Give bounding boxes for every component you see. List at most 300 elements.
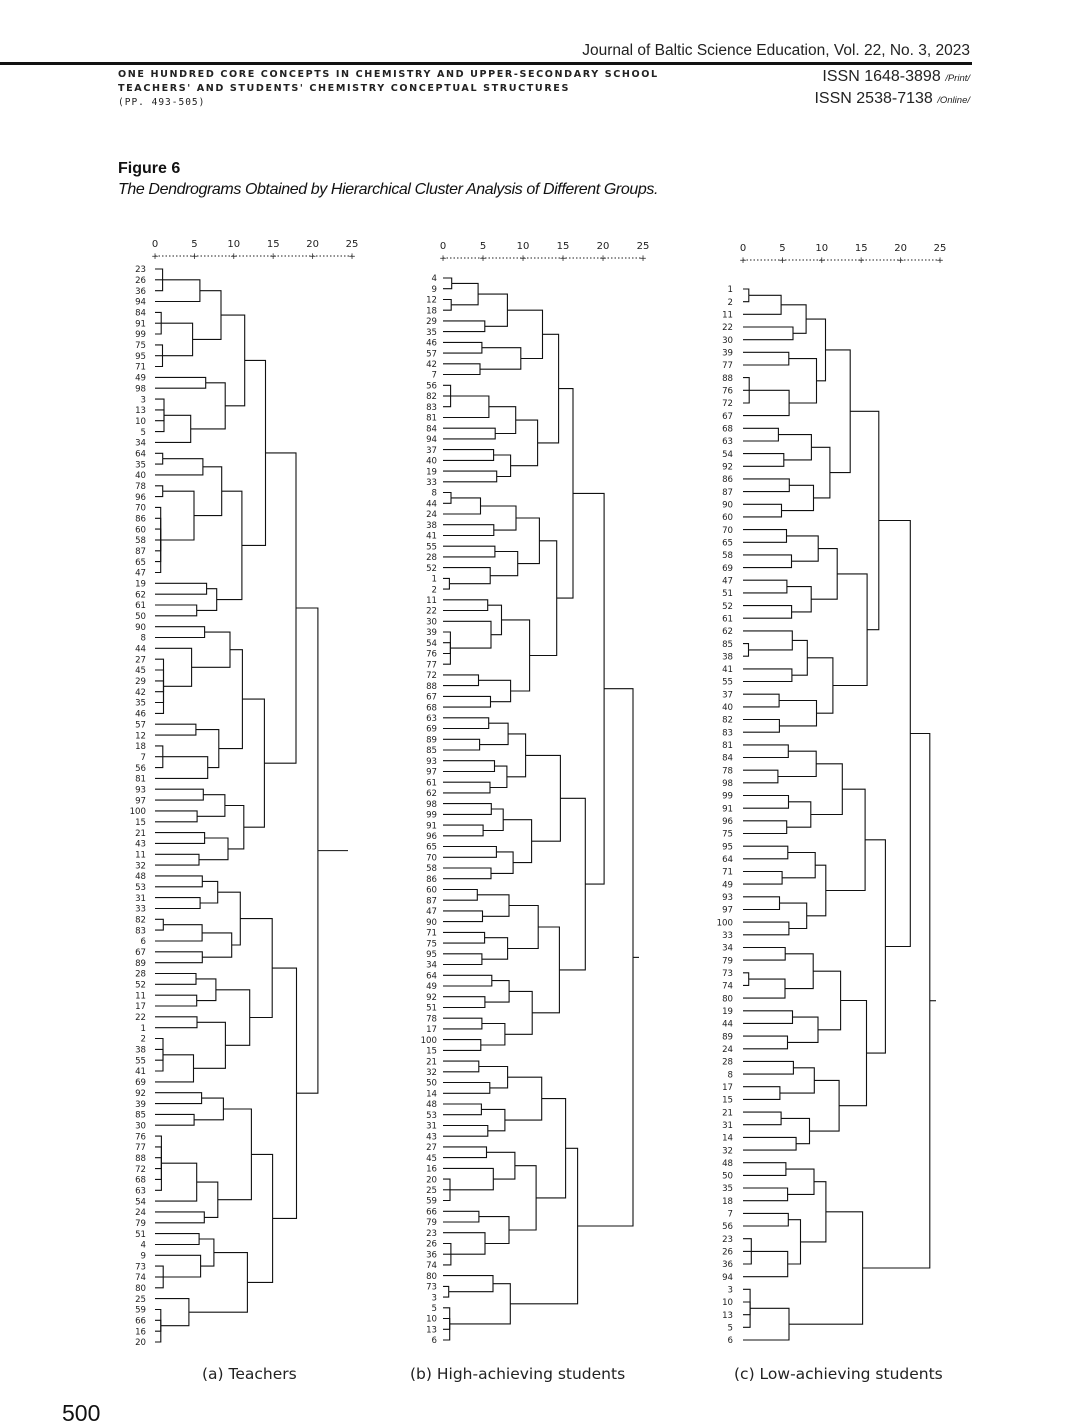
dendrogram-link: [559, 798, 585, 970]
dendrogram-link: [443, 450, 494, 461]
leaf-label: 15: [722, 1095, 733, 1106]
dendrogram-link: [197, 795, 225, 817]
dendrogram-branch: [155, 1055, 163, 1060]
leaf-label: 88: [426, 681, 437, 692]
dendrogram-link: [490, 766, 507, 787]
dendrogram-branch: [743, 979, 749, 985]
leaf-label: 71: [135, 362, 146, 373]
dendrogram-branch: [443, 1324, 450, 1329]
dendrogram-link: [443, 321, 485, 332]
leaf-label: 29: [135, 677, 146, 688]
dendrogram-branch: [443, 1254, 451, 1265]
dendrogram-link: [850, 411, 879, 629]
dendrogram-link: [491, 852, 513, 874]
scale-tick-label: 5: [191, 239, 198, 250]
dendrogram-branch: [155, 1049, 163, 1054]
dendrogram-link: [743, 1061, 793, 1074]
dendrogram-link: [161, 323, 192, 356]
dendrogram-link: [189, 1253, 248, 1313]
leaf-label: 16: [135, 1327, 146, 1338]
leaf-label: 26: [135, 276, 146, 287]
leaf-label: 48: [135, 872, 146, 883]
leaf-label: 93: [722, 893, 733, 904]
dendrogram-branch: [443, 1292, 449, 1297]
scale-tick-mark: +: [896, 256, 905, 266]
scale-tick-label: 25: [636, 241, 650, 252]
dendrogram-link: [443, 498, 481, 514]
dendrogram-link: [488, 605, 502, 635]
dendrogram-branch: [743, 289, 749, 295]
dendrogram-branch: [155, 345, 163, 356]
dendrogram-link: [242, 360, 266, 545]
leaf-label: 4: [431, 274, 437, 285]
dendrogram-link: [155, 605, 197, 616]
leaf-label: 79: [135, 1218, 146, 1229]
leaf-label: 70: [426, 853, 437, 864]
dendrogram-link: [743, 669, 792, 682]
leaf-label: 40: [722, 703, 733, 714]
leaf-label: 77: [135, 1143, 146, 1154]
leaf-label: 27: [135, 655, 146, 666]
dendrogram-link: [155, 1017, 197, 1028]
dendrogram-branch: [443, 584, 449, 589]
dendrogram-link: [443, 525, 494, 536]
leaf-label: 40: [426, 456, 437, 467]
dendrogram-link: [743, 897, 780, 910]
leaf-label: 22: [722, 323, 733, 334]
dendrogram-link: [865, 840, 885, 1053]
dendrogram-link: [443, 471, 497, 482]
leaf-label: 15: [426, 1046, 437, 1057]
dendrogram-link: [487, 1152, 515, 1179]
dendrogram-link: [538, 334, 559, 443]
leaf-label: 47: [722, 576, 733, 587]
dendrogram-link: [743, 821, 787, 834]
dendrogram-branch: [743, 1289, 750, 1308]
leaf-label: 91: [426, 821, 437, 832]
dendrogram-link: [787, 802, 811, 827]
dendrogram-link: [743, 846, 788, 859]
dendrogram-link: [481, 506, 517, 530]
leaf-label: 87: [426, 896, 437, 907]
leaf-label: 43: [426, 1132, 437, 1143]
leaf-label: 90: [135, 622, 146, 633]
leaf-label: 74: [135, 1273, 146, 1284]
leaf-label: 48: [426, 1100, 437, 1111]
leaf-label: 13: [135, 406, 146, 417]
leaf-label: 77: [426, 660, 437, 671]
leaf-label: 94: [135, 297, 146, 308]
scale-tick-label: 15: [266, 239, 280, 250]
dendrogram-link: [743, 1087, 780, 1100]
dendrogram-link: [155, 724, 196, 735]
dendrogram-link: [443, 890, 477, 901]
leaf-label: 39: [135, 1099, 146, 1110]
leaf-label: 87: [135, 546, 146, 557]
dendrogram-link: [443, 1126, 488, 1137]
running-title-line-2: TEACHERS' AND STUDENTS' CHEMISTRY CONCEPTUAL STRUCTURES: [118, 83, 570, 94]
leaf-label: 32: [722, 1146, 733, 1157]
leaf-label: 21: [722, 1108, 733, 1119]
dendrogram-link: [443, 546, 495, 557]
leaf-label: 58: [135, 536, 146, 547]
dendrogram-link: [806, 319, 825, 381]
scale-tick-mark: +: [348, 252, 356, 262]
leaf-label: 40: [135, 471, 146, 482]
dendrogram-link: [264, 453, 296, 763]
dendrogram-branch: [743, 650, 749, 656]
leaf-label: 6: [727, 1336, 733, 1347]
leaf-label: 76: [135, 1132, 146, 1143]
leaf-label: 8: [727, 1070, 733, 1081]
leaf-label: 49: [722, 880, 733, 891]
leaf-label: 76: [426, 649, 437, 660]
leaf-label: 96: [722, 817, 733, 828]
scale-tick-label: 15: [854, 243, 868, 254]
dendrogram-link: [155, 377, 206, 388]
leaf-label: 42: [426, 360, 437, 371]
leaf-label: 89: [722, 1032, 733, 1043]
dendrogram-link: [478, 294, 507, 326]
leaf-label: 13: [426, 1325, 437, 1336]
leaf-label: 54: [426, 638, 437, 649]
dendrogram-link: [811, 764, 843, 815]
leaf-label: 10: [722, 1298, 733, 1309]
dendrogram-link: [743, 1011, 793, 1024]
dendrogram-branch: [155, 529, 161, 540]
dendrogram-link: [155, 952, 202, 963]
dendrogram-link: [443, 804, 491, 815]
dendrogram-branch: [743, 1302, 750, 1308]
dendrogram-link: [443, 342, 482, 353]
leaf-label: 99: [722, 791, 733, 802]
dendrogram-link: [743, 454, 784, 467]
leaf-label: 28: [722, 1057, 733, 1068]
leaf-label: 52: [135, 980, 146, 991]
dendrogram-branch: [155, 1158, 161, 1164]
dendrogram-branch: [443, 1190, 450, 1201]
leaf-label: 50: [722, 1171, 733, 1182]
leaf-label: 8: [140, 633, 146, 644]
dendrogram-link: [743, 979, 785, 998]
scale-tick-mark: +: [857, 256, 865, 266]
dendrogram-link: [743, 504, 782, 517]
dendrogram-branch: [743, 644, 749, 650]
dendrogram-link: [536, 1099, 566, 1198]
leaf-label: 5: [431, 1304, 437, 1315]
leaf-label: 84: [426, 424, 437, 435]
dendrogram-branch: [443, 632, 450, 648]
dendrogram-link: [443, 1018, 482, 1029]
dendrogram-branch: [155, 453, 163, 458]
dendrogram-link: [485, 981, 509, 1003]
scale-tick-label: 10: [516, 241, 530, 252]
dendrogram-link: [479, 1217, 509, 1244]
leaf-label: 45: [135, 666, 146, 677]
dendrogram-link: [743, 428, 778, 441]
dendrogram-link: [530, 541, 557, 656]
leaf-label: 70: [135, 503, 146, 514]
scale-tick-label: 5: [779, 243, 786, 254]
leaf-label: 63: [426, 714, 437, 725]
leaf-label: 99: [135, 330, 146, 341]
leaf-label: 78: [722, 766, 733, 777]
dendrogram-link: [811, 549, 837, 600]
scale-tick-label: 20: [894, 243, 907, 254]
dendrogram-link: [811, 447, 830, 498]
leaf-label: 22: [426, 606, 437, 617]
dendrogram-branch: [443, 648, 450, 664]
leaf-label: 85: [722, 639, 733, 650]
dendrogram-branch: [155, 410, 164, 415]
leaf-label: 55: [426, 542, 437, 553]
leaf-label: 1: [727, 285, 733, 296]
leaf-label: 75: [426, 939, 437, 950]
leaf-label: 9: [140, 1251, 146, 1262]
dendrogram-link: [743, 1137, 796, 1150]
leaf-label: 68: [722, 424, 733, 435]
leaf-label: 51: [426, 1003, 437, 1014]
leaf-label: 35: [426, 327, 437, 338]
leaf-label: 36: [135, 286, 146, 297]
leaf-label: 51: [135, 1229, 146, 1240]
dendrogram-branch: [443, 643, 450, 648]
dendrogram-branch: [155, 1310, 161, 1326]
leaf-label: 77: [722, 361, 733, 372]
dendrogram-link: [155, 627, 205, 638]
dendrogram-link: [443, 1276, 493, 1292]
leaf-label: 75: [722, 829, 733, 840]
leaf-label: 76: [722, 386, 733, 397]
dendrogram-branch: [155, 507, 161, 540]
leaf-label: 22: [135, 1013, 146, 1024]
leaf-label: 41: [426, 531, 437, 542]
scale-tick-label: 15: [556, 241, 570, 252]
scale-tick-label: 0: [439, 241, 447, 252]
leaf-label: 46: [135, 709, 146, 720]
leaf-label: 43: [135, 839, 146, 850]
dendrogram-link: [532, 927, 559, 1013]
figure-label: Figure 6: [118, 160, 181, 177]
dendrogram-link: [296, 608, 318, 1093]
dendrogram-link: [219, 650, 243, 749]
dendrogram-branch: [155, 312, 161, 323]
caption-teachers: (a) Teachers: [202, 1365, 297, 1383]
dendrogram-link: [443, 975, 492, 986]
dendrogram-link: [443, 675, 479, 686]
leaf-label: 11: [135, 850, 146, 861]
dendrogram-branch: [155, 459, 163, 464]
dendrogram-link: [155, 583, 207, 594]
leaf-label: 63: [135, 1186, 146, 1197]
dendrogram-branch: [443, 1244, 451, 1255]
leaf-label: 89: [426, 735, 437, 746]
leaf-label: 48: [722, 1158, 733, 1169]
leaf-label: 38: [135, 1045, 146, 1056]
leaf-label: 61: [722, 614, 733, 625]
leaf-label: 100: [716, 918, 733, 929]
leaf-label: 64: [135, 449, 146, 460]
leaf-label: 72: [426, 671, 437, 682]
leaf-label: 24: [135, 1208, 146, 1219]
leaf-label: 50: [426, 1078, 437, 1089]
dendrogram-link: [481, 1109, 505, 1130]
leaf-label: 71: [722, 867, 733, 878]
leaf-label: 1: [140, 1023, 146, 1034]
dendrogram-link: [479, 1067, 508, 1088]
leaf-label: 100: [420, 1035, 437, 1046]
leaf-label: 33: [426, 478, 437, 489]
dendrogram-link: [193, 291, 221, 340]
leaf-label: 81: [135, 774, 146, 785]
dendrogram-link: [443, 718, 489, 729]
leaf-label: 71: [426, 928, 437, 939]
dendrogram-branch: [155, 280, 163, 291]
dendrogram-link: [155, 898, 200, 909]
leaf-label: 44: [135, 644, 146, 655]
dendrogram-link: [155, 1212, 204, 1223]
leaf-label: 30: [722, 335, 733, 346]
scale-tick-mark: +: [439, 254, 447, 264]
leaf-label: 67: [722, 411, 733, 422]
leaf-label: 31: [722, 1120, 733, 1131]
leaf-label: 7: [140, 752, 146, 763]
dendrogram-branch: [443, 1286, 449, 1291]
dendrogram-link: [743, 948, 785, 961]
issn-print-tag: /Print/: [945, 73, 970, 84]
leaf-label: 33: [722, 930, 733, 941]
dendrogram-branch: [443, 1308, 450, 1324]
leaf-label: 97: [426, 767, 437, 778]
leaf-label: 80: [426, 1271, 437, 1282]
leaf-label: 56: [426, 381, 437, 392]
dendrogram-branch: [155, 686, 164, 691]
leaf-label: 54: [135, 1197, 146, 1208]
dendrogram-branch: [155, 1277, 163, 1288]
leaf-label: 93: [426, 756, 437, 767]
leaf-label: 25: [135, 1294, 146, 1305]
running-title-line-1: ONE HUNDRED CORE CONCEPTS IN CHEMISTRY AND UPPER-SECONDARY SCHOOL: [118, 69, 659, 80]
leaf-label: 68: [135, 1175, 146, 1186]
dendrogram-link: [743, 555, 792, 568]
scale-tick-mark: +: [739, 256, 747, 266]
leaf-label: 64: [426, 971, 437, 982]
leaf-label: 100: [129, 807, 146, 818]
leaf-label: 92: [722, 462, 733, 473]
scale-tick-mark: +: [818, 256, 826, 266]
dendrogram-link: [155, 1299, 189, 1326]
scale-tick-mark: +: [599, 254, 607, 264]
dendrogram-branch: [155, 925, 163, 930]
leaf-label: 58: [722, 551, 733, 562]
leaf-label: 78: [135, 481, 146, 492]
leaf-label: 63: [722, 437, 733, 448]
dendrogram-link: [221, 315, 245, 406]
leaf-label: 88: [135, 1153, 146, 1164]
dendrogram-branch: [155, 757, 163, 768]
dendrogram-link: [743, 745, 788, 758]
leaf-label: 80: [135, 1284, 146, 1295]
dendrogram-branch: [155, 659, 164, 686]
leaf-label: 72: [135, 1164, 146, 1175]
leaf-label: 57: [426, 349, 437, 360]
dendrogram-link: [155, 833, 205, 844]
dendrogram-link: [443, 1061, 479, 1072]
dendrogram-branch: [155, 323, 161, 334]
leaf-label: 17: [426, 1025, 437, 1036]
dendrogram-link: [443, 696, 491, 707]
leaf-label: 90: [426, 917, 437, 928]
scale-tick-label: 20: [596, 241, 610, 252]
leaf-label: 87: [722, 487, 733, 498]
dendrogram-link: [526, 755, 561, 841]
dendrogram-link: [780, 1068, 814, 1093]
dendrogram-0: [130, 239, 359, 1348]
dendrogram-link: [191, 383, 226, 429]
dendrogram-link: [443, 932, 485, 943]
leaf-label: 93: [135, 785, 146, 796]
leaf-label: 62: [722, 627, 733, 638]
dendrogram-branch: [743, 1308, 750, 1314]
dendrogram-branch: [155, 540, 161, 573]
dendrogram-branch: [155, 540, 161, 551]
leaf-label: 65: [722, 538, 733, 549]
leaf-label: 3: [431, 1293, 437, 1304]
dendrogram-link: [194, 1022, 226, 1068]
dendrogram-link: [789, 359, 817, 403]
dendrogram-branch: [155, 1163, 161, 1168]
dendrogram-link: [272, 968, 296, 1218]
dendrogram-link: [443, 1040, 481, 1051]
dendrogram-link: [443, 911, 483, 922]
dendrogram-link: [743, 631, 792, 650]
dendrogram-link: [743, 796, 789, 809]
dendrogram-link: [509, 1166, 536, 1230]
dendrogram-link: [240, 919, 272, 1018]
dendrogram-link: [443, 825, 483, 836]
leaf-label: 41: [722, 665, 733, 676]
leaf-label: 23: [426, 1228, 437, 1239]
dendrogram-link: [743, 694, 779, 707]
leaf-label: 28: [426, 553, 437, 564]
leaf-label: 98: [426, 799, 437, 810]
leaf-label: 89: [135, 958, 146, 969]
dendrogram-link: [443, 868, 491, 879]
scale-tick-label: 0: [151, 239, 159, 250]
dendrogram-link: [155, 811, 197, 822]
journal-header: Journal of Baltic Science Education, Vol. 22, No. 3, 2023: [582, 42, 970, 59]
dendrogram-branch: [155, 1039, 163, 1055]
dendrogram-link: [743, 327, 793, 340]
dendrogram-link: [782, 485, 814, 510]
dendrogram-link: [743, 1188, 788, 1201]
dendrogram-branch: [443, 578, 449, 583]
dendrogram-branch: [443, 278, 452, 283]
issn-online-tag: /Online/: [937, 95, 970, 106]
dendrogram-branch: [155, 1266, 163, 1277]
leaf-label: 35: [135, 698, 146, 709]
issn-print-number: ISSN 1648-3898: [822, 68, 941, 85]
leaf-label: 36: [426, 1250, 437, 1261]
dendrogram-link: [839, 1001, 866, 1106]
leaf-label: 44: [426, 499, 437, 510]
dendrogram-link: [573, 493, 604, 884]
leaf-label: 47: [426, 907, 437, 918]
leaf-label: 53: [426, 1110, 437, 1121]
issn-online-number: ISSN 2538-7138: [814, 90, 933, 107]
leaf-label: 78: [426, 1014, 437, 1025]
leaf-label: 19: [426, 467, 437, 478]
